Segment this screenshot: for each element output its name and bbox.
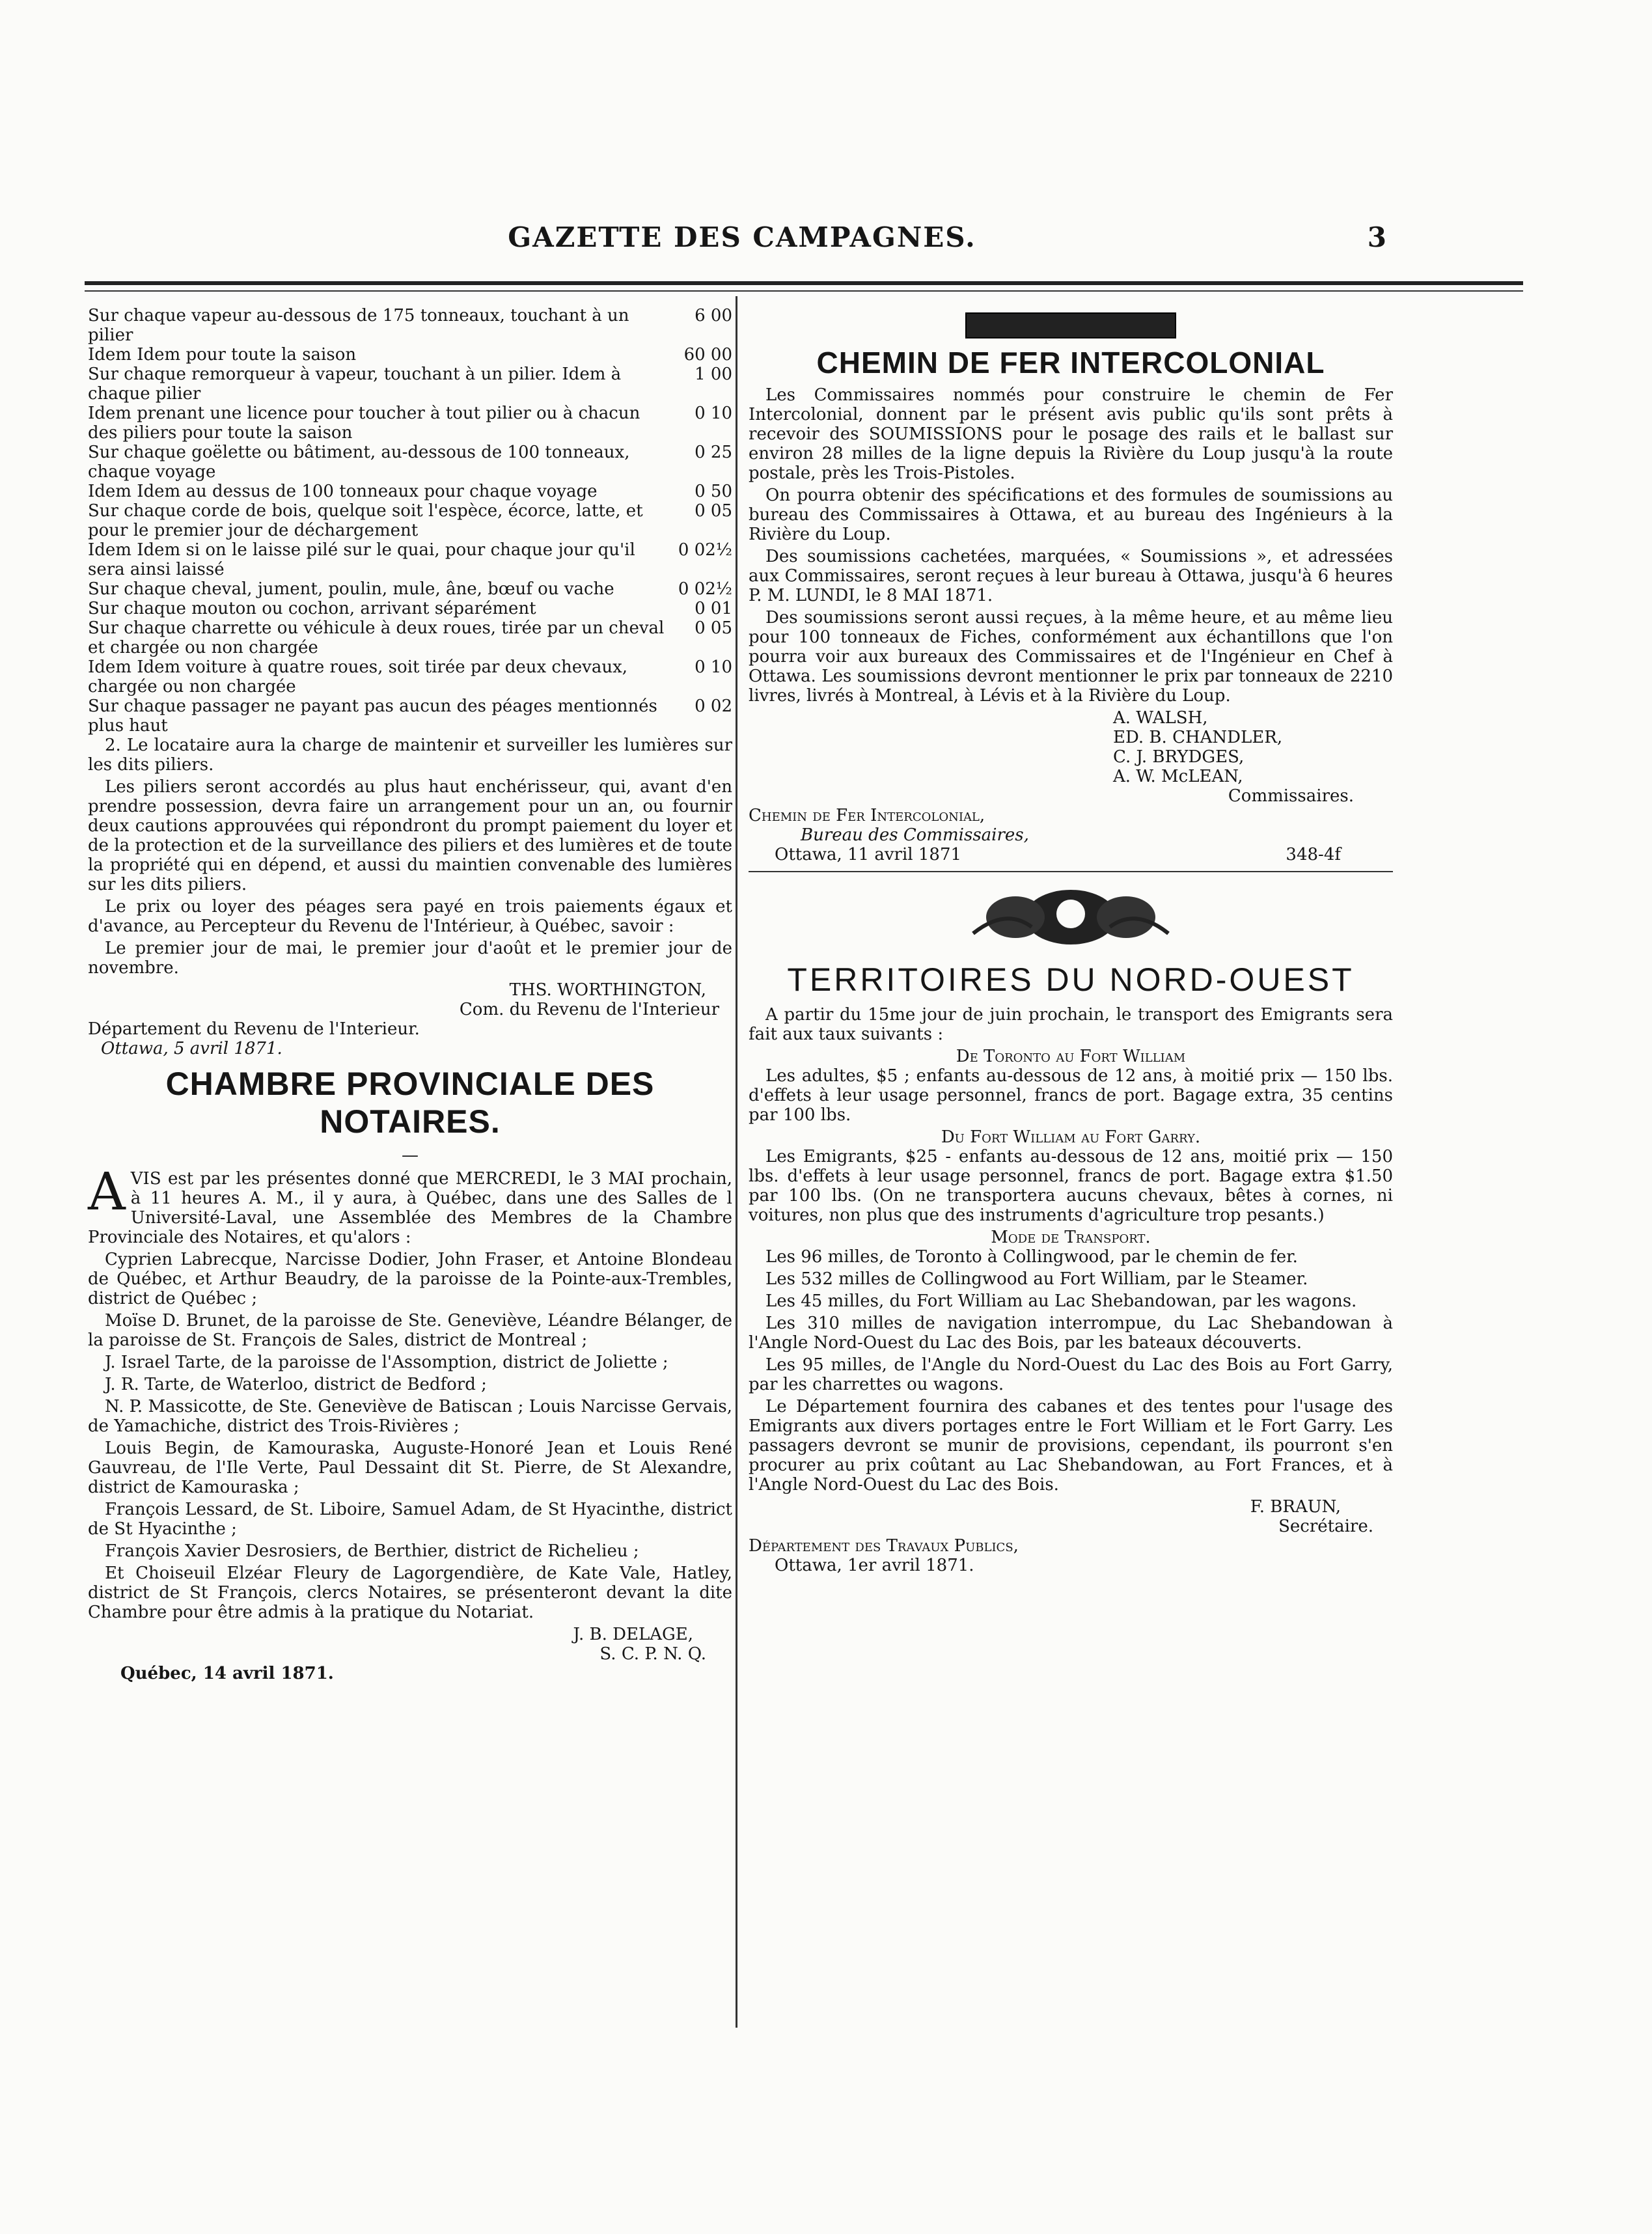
notaires-title: CHAMBRE PROVINCIALE DES NOTAIRES. bbox=[165, 1066, 655, 1140]
subheading: Du Fort William au Fort Garry. bbox=[941, 1127, 1201, 1147]
reference-number: 348-4f bbox=[1286, 845, 1341, 864]
paragraph: François Xavier Desrosiers, de Berthier, district de Richelieu ; bbox=[105, 1541, 639, 1561]
left-column bbox=[88, 306, 732, 1683]
paragraph: Les 95 milles, de l'Angle du Nord-Ouest du Lac des Bois au Fort Garry, par les charrettes ou wagons. bbox=[749, 1355, 1393, 1394]
tariff-row: Sur chaque mouton ou cochon, arrivant séparément 0 01 bbox=[88, 599, 732, 618]
signer: A. W. McLEAN, bbox=[1113, 767, 1243, 786]
paragraph: Et Choiseuil Elzéar Fleury de Lagorgendière, de Kate Vale, Hatley, district de St François, clercs Notaires, se présenteront devant la dite Chambre pour être admis à la pratique du Notariat. bbox=[88, 1564, 732, 1622]
right-column bbox=[749, 306, 1393, 1575]
notaires-intro: AVIS est par les présentes donné que MERCREDI, le 3 MAI prochain, à 11 heures A. M., il y aura, à Québec, dans une des Salles de l Université-Laval, une Assemblée des Membres de la Chambre Provinciale des Notaires, et qu'alors : bbox=[88, 1161, 732, 1247]
chemin-title: CHEMIN DE FER INTERCOLONIAL bbox=[816, 346, 1325, 379]
paragraph: Les Emigrants, $25 - enfants au-dessous de 12 ans, moitié prix — 150 lbs. d'effets à leur usage personnel, francs de port. Bagage extra $1.50 par 100 lbs. (On ne transportera aucuns chevaux, bêtes à cornes, ni voitures, non plus que des instruments d'agriculture trop pesants.) bbox=[749, 1147, 1393, 1225]
paragraph: On pourra obtenir des spécifications et des formules de soumissions au bureau des Commissaires à Ottawa, et au bureau des Ingénieurs à la Rivière du Loup. bbox=[749, 486, 1393, 544]
department: Département du Revenu de l'Interieur. bbox=[88, 1019, 420, 1039]
subheading: Mode de Transport. bbox=[991, 1228, 1151, 1247]
coat-of-arms-icon bbox=[902, 881, 1240, 953]
paragraph: Les 310 milles de navigation interrompue, du Lac Shebandowan à l'Angle Nord-Ouest du Lac des Bois, par les bateaux découverts. bbox=[749, 1314, 1393, 1353]
page-number: 3 bbox=[1367, 221, 1386, 253]
dash-separator: — bbox=[402, 1146, 419, 1165]
signature-role: Secrétaire. bbox=[1278, 1517, 1373, 1536]
page-header bbox=[85, 221, 1399, 260]
department: Département des Travaux Publics, bbox=[749, 1536, 1019, 1556]
tariff-row: Sur chaque corde de bois, quelque soit l'espèce, écorce, latte, et pour le premier jour de déchargement 0 05 bbox=[88, 501, 732, 540]
paragraph: Le Département fournira des cabanes et des tentes pour l'usage des Emigrants aux divers portages entre le Fort William et le Fort Garry. Les passagers devront se munir de provisions, cependant, ils pourront s'en procurer au prix coûtant au Lac Shebandowan, au Fort Frances, et à l'Angle Nord-Ouest du Lac des Bois. bbox=[749, 1397, 1393, 1495]
paragraph: Moïse D. Brunet, de la paroisse de Ste. Geneviève, Léandre Bélanger, de la paroisse de St. François de Sales, district de Montreal ; bbox=[88, 1311, 732, 1350]
paragraph: François Lessard, de St. Liboire, Samuel Adam, de St Hyacinthe, district de St Hyacinthe ; bbox=[88, 1500, 732, 1539]
signer: A. WALSH, bbox=[1113, 708, 1208, 728]
paragraph: Cyprien Labrecque, Narcisse Dodier, John Fraser, et Antoine Blondeau de Québec, et Arthur Beaudry, de la paroisse de la Pointe-aux-Trembles, district de Québec ; bbox=[88, 1250, 732, 1308]
tariff-row: Sur chaque goëlette ou bâtiment, au-dessous de 100 tonneaux, chaque voyage 0 25 bbox=[88, 443, 732, 482]
signature-name: THS. WORTHINGTON, bbox=[509, 980, 706, 1000]
paragraph: Le prix ou loyer des péages sera payé en trois paiements égaux et d'avance, au Percepteur du Revenu de l'Intérieur, à Québec, savoir : bbox=[88, 897, 732, 936]
signature-name: J. B. DELAGE, bbox=[573, 1625, 693, 1644]
paragraph: Des soumissions seront aussi reçues, à la même heure, et au même lieu pour 100 tonneaux de Fiches, conformément aux échantillons que l'on pourra voir aux bureaux des Commissaires et de l'Ingénieur en Chef à Ottawa. Les soumissions devront mentionner le prix par tonneaux de 2210 livres, livrés à Montreal, à Lévis et à la Rivière du Loup. bbox=[749, 608, 1393, 706]
ornament-banner bbox=[965, 312, 1176, 338]
header-rule-thin bbox=[85, 290, 1523, 292]
tariff-row: Sur chaque remorqueur à vapeur, touchant à un pilier. Idem à chaque pilier 1 00 bbox=[88, 365, 732, 404]
drop-cap: A bbox=[88, 1161, 126, 1222]
tariff-row: Idem Idem voiture à quatre roues, soit tirée par deux chevaux, chargée ou non chargée 0 10 bbox=[88, 657, 732, 696]
territoires-title: TERRITOIRES DU NORD-OUEST bbox=[787, 961, 1355, 998]
paragraph: J. Israel Tarte, de la paroisse de l'Assomption, district de Joliette ; bbox=[105, 1353, 668, 1372]
signer: ED. B. CHANDLER, bbox=[1113, 728, 1283, 747]
tariff-row: Idem Idem au dessus de 100 tonneaux pour chaque voyage 0 50 bbox=[88, 482, 732, 501]
paragraph: J. R. Tarte, de Waterloo, district de Bedford ; bbox=[105, 1375, 487, 1394]
paragraph: Le premier jour de mai, le premier jour d'août et le premier jour de novembre. bbox=[88, 939, 732, 978]
subheading: De Toronto au Fort William bbox=[956, 1047, 1186, 1066]
signers-list bbox=[749, 708, 1393, 786]
column-divider bbox=[736, 296, 737, 2028]
office-line: Chemin de Fer Intercolonial, bbox=[749, 806, 985, 825]
date-row bbox=[749, 845, 1393, 864]
tariff-row: Sur chaque cheval, jument, poulin, mule, âne, bœuf ou vache 0 02½ bbox=[88, 579, 732, 599]
tariff-row: Idem prenant une licence pour toucher à tout pilier ou à chacun des piliers pour toute la saison 0 10 bbox=[88, 404, 732, 443]
paragraph: N. P. Massicotte, de Ste. Geneviève de Batiscan ; Louis Narcisse Gervais, de Yamachiche, district des Trois-Rivières ; bbox=[88, 1397, 732, 1436]
paragraph: Les 96 milles, de Toronto à Collingwood, par le chemin de fer. bbox=[765, 1247, 1298, 1267]
tariff-list bbox=[88, 306, 732, 736]
paragraph: Les piliers seront accordés au plus haut enchérisseur, qui, avant d'en prendre possession, devra faire un arrangement pour un an, ou fournir deux cautions approuvées qui répondront du prompt paiement du loyer et de la protection et de la surveillance des piliers et des lumières et de toute la propriété qui en dépend, et aussi du maintien convenable des lumières sur les dits piliers. bbox=[88, 777, 732, 894]
paragraph: 2. Le locataire aura la charge de maintenir et surveiller les lumières sur les dits piliers. bbox=[88, 736, 732, 775]
newspaper-title: GAZETTE DES CAMPAGNES. bbox=[508, 221, 976, 253]
header-rule bbox=[85, 281, 1523, 285]
paragraph: Les 45 milles, du Fort William au Lac Shebandowan, par les wagons. bbox=[765, 1291, 1357, 1311]
section-rule bbox=[749, 871, 1393, 872]
paragraph: Les Commissaires nommés pour construire le chemin de Fer Intercolonial, donnent par le présent avis public qu'ils sont prêts à recevoir des SOUMISSIONS pour le posage des rails et le ballast sur environ 28 milles de la ligne depuis la Rivière du Loup jusqu'à la route postale, près les Trois-Pistoles. bbox=[749, 385, 1393, 483]
tariff-row: Sur chaque passager ne payant pas aucun des péages mentionnés plus haut 0 02 bbox=[88, 696, 732, 736]
paragraph: Louis Begin, de Kamouraska, Auguste-Honoré Jean et Louis René Gauvreau, de l'Ile Verte, Paul Dessaint dit St. Pierre, de St Alexandre, district de Kamouraska ; bbox=[88, 1439, 732, 1497]
date-line: Ottawa, 1er avril 1871. bbox=[775, 1556, 974, 1575]
signature-role: Com. du Revenu de l'Interieur bbox=[459, 1000, 719, 1019]
date-line: Québec, 14 avril 1871. bbox=[120, 1664, 334, 1683]
signature-name: F. BRAUN, bbox=[1250, 1497, 1341, 1517]
signer: C. J. BRYDGES, bbox=[1113, 747, 1245, 767]
office-line: Bureau des Commissaires, bbox=[801, 825, 1029, 845]
tariff-row: Idem Idem si on le laisse pilé sur le quai, pour chaque jour qu'il sera ainsi laissé 0 02½ bbox=[88, 540, 732, 579]
paragraph: Les 532 milles de Collingwood au Fort William, par le Steamer. bbox=[765, 1269, 1308, 1289]
signature-role: S. C. P. N. Q. bbox=[599, 1644, 706, 1664]
tariff-row: Sur chaque vapeur au-dessous de 175 tonneaux, touchant à un pilier 6 00 bbox=[88, 306, 732, 345]
paragraph: Des soumissions cachetées, marquées, « Soumissions », et adressées aux Commissaires, seront reçues à leur bureau à Ottawa, jusqu'à 6 heures P. M. LUNDI, le 8 MAI 1871. bbox=[749, 547, 1393, 605]
paragraph: Les adultes, $5 ; enfants au-dessous de 12 ans, à moitié prix — 150 lbs. d'effets à leur usage personnel, francs de port. Bagage extra, 35 centins par 100 lbs. bbox=[749, 1066, 1393, 1125]
signature-role: Commissaires. bbox=[1228, 786, 1354, 806]
paragraph: A partir du 15me jour de juin prochain, le transport des Emigrants sera fait aux taux suivants : bbox=[749, 1005, 1393, 1044]
date-line: Ottawa, 5 avril 1871. bbox=[101, 1039, 282, 1058]
tariff-row: Idem Idem pour toute la saison 60 00 bbox=[88, 345, 732, 365]
date-line: Ottawa, 11 avril 1871 bbox=[775, 845, 962, 864]
tariff-row: Sur chaque charrette ou véhicule à deux roues, tirée par un cheval et chargée ou non chargée 0 05 bbox=[88, 618, 732, 657]
